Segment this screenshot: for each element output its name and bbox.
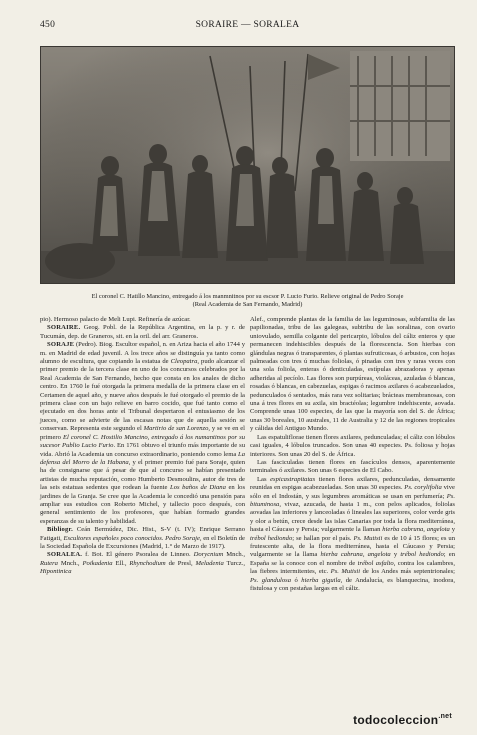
italic-text: Rhynchodium — [129, 559, 166, 567]
italic-text: El coronel C. Hostilio Mancino, entregado á los numantinos por su sucesor Publio Lucio Furio — [40, 433, 245, 450]
italic-text: trébol asfalto — [357, 559, 394, 567]
italic-text: Ps. Mutisii — [353, 534, 383, 542]
italic-text: trébol hediondo — [400, 551, 444, 559]
paragraph-fasciculadas: Las fasciculadas tienen flores en fascículos densos, aparentemente terminales ó axilares. Son unas 6 especies de El Cabo. — [250, 458, 455, 475]
entry-text: en los jardines de la Granja. Se cree que la Academia le concedió una pensión para ampliar sus estudios con Roberto Michel, y tallecio poco después, con general sentimiento de los profesores, que habían formado grandes esperanzas de su talento y habilidad. — [40, 484, 246, 525]
italic-text: hierba cabruna, angelota — [320, 551, 391, 559]
watermark-suffix: .net — [438, 713, 452, 720]
continued-entry: Alef., comprende plantas de la familia de las leguminosas, subfamilia de las papilionadas, tribu de las galegeas, subtribu de las soralinas, con ovario uniovulado, semilla colgante del pericarpio, lóbulos del cáliz enteros y que permanecen indehiscibles después de la florescencia. Son hierbas con glándulas negras ó transparentes, ó plantas sufruticosas, ó arbustos, con hojas palmeadas con tres ú muchas foliolas, ó pinadas con tres y raras veces con una sola foliola, enteras ó denticuladas, estípulas abrazadoras y apenas adheridas al pecíolo. Las flores son purpúreas, violáceas, azuladas ó blancas, rosadas ó blancas, en cabezuelas, espigas ó racimos axilares ó acabezuelados, pedunculados ó sentados, más rara vez solitarias; brácteas membranosas, con una á tres flores en su axila, sin bractéolas; legumbre indehiscente, aovada. Comprende unas 100 especies, de las que la mayoría son del S. de África; unas 30 boreales, 10 australes, 11 de Australia y 12 de las regiones tropicales y cálidas del Antiguo Mundo. — [250, 316, 455, 433]
entry-text: y — [449, 526, 455, 534]
continued-entry: pio). Hermoso palacio de Meli Lupi. Refinería de azúcar. — [40, 316, 191, 323]
italic-text: Ps. glandulosa — [250, 576, 292, 584]
entry-text: f. Bot. El género Psoralea de Linneo. — [82, 551, 194, 559]
entry-text: ó — [291, 576, 302, 584]
headword-bibliogr: Bibliogr. — [47, 526, 73, 534]
entry-text: ; en España se la conoce con el nombre de — [250, 551, 455, 567]
headword-soralea: SORALEA. — [47, 551, 83, 559]
entry-text: y — [390, 551, 401, 559]
relief-image — [40, 46, 455, 284]
italic-text: Martirio de san Lorenzo — [143, 425, 209, 433]
entry-text: Mnch., — [57, 559, 83, 567]
left-column — [40, 316, 245, 577]
entry-text: es de 10 á 15 flores; es un frutescente alta, de la flora mediterránea, hasta el Cáucaso y Persia; vulgarmente se la llama — [250, 534, 455, 559]
italic-text: espicastrapitatas — [270, 475, 316, 483]
entry-text: Mnch., — [223, 551, 245, 559]
italic-text: hierba giguila — [301, 576, 341, 584]
entry-text: , y se ve en el primero — [40, 425, 245, 441]
italic-text: Ps. Mutisii — [330, 568, 361, 576]
italic-text: Dorycnium — [193, 551, 224, 559]
entry-text: vive sólo en el Indostán, y sus legumbres aromáticas se usan en perfumería; — [250, 484, 455, 500]
entry-soraire — [40, 324, 245, 341]
caption-line-2: (Real Academia de San Fernando, Madrid) — [192, 301, 303, 308]
entry-text: Ceán Bermúdez, Dic. Hist., S-V (t. IV); Enrique Serrano Fatigati, — [40, 526, 245, 542]
italic-text: Meladenia — [195, 559, 224, 567]
page-number: 450 — [40, 20, 56, 30]
entry-text: Turcz., — [223, 559, 246, 567]
running-title: SORAIRE — SORALEA — [195, 20, 300, 30]
entry-text: , pudo alcanzar el primer premio de la tercera clase en uno de los concursos celebrados por la Real Academia de San Fernando, hecho que consta en los anales de dicho centro. En 1760 le fué otorgada la primera medalla de la primera clase en el Certamen de aquel año, y nueve años después le fué otorgado el premio de la primera clase con un bajo relieve en barro cocido, que fué tanto como el ejecutado en dos horas ante el Tribunal despertaron el entusiasmo de los jueces, como se advierte de las escasas notas que de aquella sesión se conservan. Representa este segundo el — [40, 358, 245, 433]
entry-text: Ell., — [112, 559, 130, 567]
entry-text: , y el primer premio fué para Soraje, quien ha de consignarse que á pesar de que al concurso se habían presentado artistas de mucha reputación, como Humberto Desmoulins, autor de tres de las seis estatuas sedentes que rodean la fuente — [40, 458, 245, 492]
watermark — [353, 713, 452, 727]
right-column — [250, 316, 455, 593]
italic-text: Ps. bituminosa — [250, 492, 455, 508]
entry-text: , de Andalucía, es blanquecina, inodora, fistulosa y con pestañas largas en el cáliz. — [250, 576, 456, 592]
paragraph-espatuliflorae: Las espatuliflorae tienen flores axilares, pedunculadas; el cáliz con lóbulos casi iguales, 4 lóbulos truncados. Son unas 40 especies. Ps. foliosa y hojas interiores. Son unas 20 del S. de África. — [250, 433, 455, 458]
italic-text: trébol hediondo — [250, 534, 293, 542]
relief-photograph — [40, 46, 455, 284]
figure-caption — [40, 293, 455, 309]
entry-text: de los Andes más septentrionales; — [360, 568, 456, 576]
entry-text: , en el Boletín de la Sociedad Española de Excursiones (Madrid, 1.° de Marzo de 1917). — [40, 534, 245, 550]
italic-text: Ps. corylifolia — [404, 484, 442, 492]
entry-text: ; se hallan por el país. — [292, 534, 354, 542]
running-header — [40, 20, 455, 32]
paragraph-espicastrapitatas — [250, 476, 455, 594]
watermark-text: todocoleccion — [353, 713, 439, 727]
italic-text: Cleopatra — [170, 358, 198, 366]
italic-text: Hipontinica — [40, 568, 72, 576]
italic-text: Rutera — [40, 559, 58, 567]
entry-text: de Presl, — [165, 559, 196, 567]
entry-text: Geog. Pobl. de la República Argentina, en la p. y r. de Tucumán, dep. de Graneros, sit. en la oril. del arr. Graneros. — [40, 324, 245, 340]
italic-text: Poikadenia — [82, 559, 113, 567]
caption-line-1: El coronel C. Hatillo Mancino, entregado á los manmnitnos por su escsor P. Lucio Furio. Relieve original de Pedro Soraje — [91, 293, 404, 300]
headword-soraje: SORAJE — [47, 341, 75, 349]
entry-soraje — [40, 341, 245, 526]
italic-text: Escultores españoles poco conocidos. Pedro Soraje — [63, 534, 200, 542]
entry-text: Las — [257, 475, 271, 483]
entry-text: , vivaz, azucada, de hasta 1 m., con pelos aplicados, foliolas aovadas las inferiores y lanceoladas ó lineales las superiores, color verde gris y olor a betún, crece desde las islas Canarias por toda la flora mediterránea, hasta el Cáucaso y Persia; vulgarmente la llaman — [250, 500, 455, 534]
entry-text: (Pedro). Biog. Escultor español, n. en Ariza hacia el año 1744 y m. en Madrid de edad juvenil. A los trece años se distinguía ya tanto como alumno de escultura, que copiando la estatua de — [40, 341, 245, 366]
italic-text: hierba cabruna, angelota — [382, 526, 450, 534]
italic-text: Los baños de Diana — [170, 484, 226, 492]
entry-soralea — [40, 551, 245, 576]
headword-soraire: SORAIRE. — [47, 324, 81, 332]
entry-bibliography — [40, 526, 245, 551]
entry-text: , contra los calambres, las fiebres intermitentes, etc. — [250, 559, 456, 576]
italic-text: La defensa del Morro de la Habana — [40, 450, 245, 466]
entry-text: . En 1761 obtuvo el triunfo más importante de su vida. Abrió la Academia un concurso extraordinario, poniendo como lema — [40, 442, 245, 458]
entry-text: tienen flores axilares, pedunculadas, densamente reunidas en espigas acabezueladas. Son unas 30 especies. — [250, 475, 455, 492]
